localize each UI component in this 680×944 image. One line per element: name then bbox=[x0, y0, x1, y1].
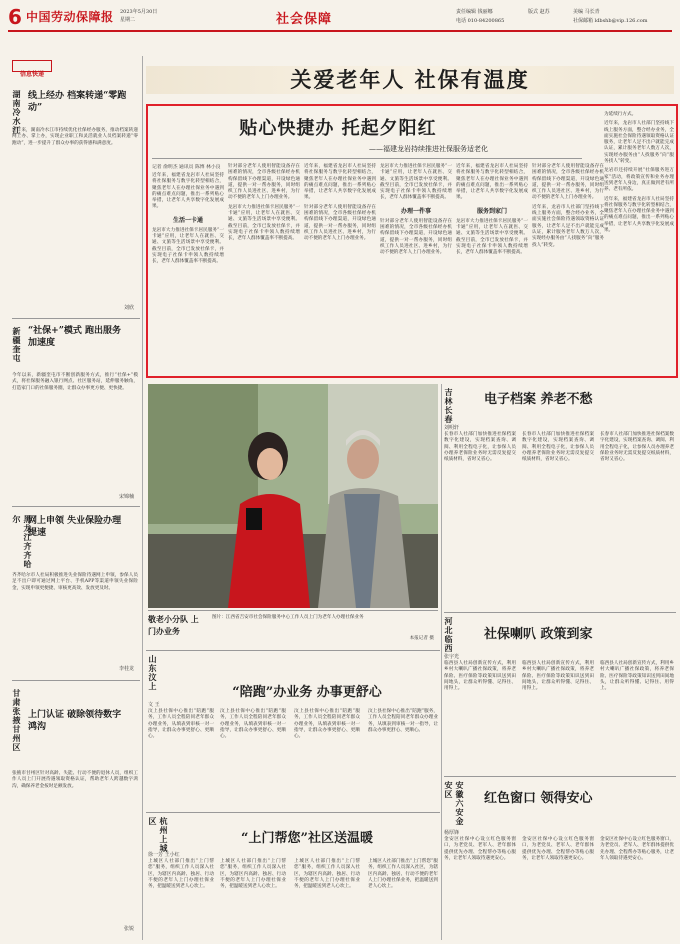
lead-subhead-3: 服务到家门 bbox=[476, 207, 507, 215]
lead-para-8: 针对部分老年人使用智能设备存在困难的情况，全市各级社保经办机构保留线下办理渠道，开设绿色通道，提供一对一帮办服务，同时组织工作人员进社区、进乡村，为行动不便的老年人上门办理业务。 bbox=[380, 218, 452, 256]
art-editor: 美编 马长青 bbox=[573, 9, 600, 15]
lead-para-6: 针对部分老年人使用智能设备存在困难的情况，全市各级社保经办机构保留线下办理渠道，开设绿色通道，提供一对一帮办服务，同时组织工作人员进社区、进乡村，为行动不便的老年人上门办理业务。 bbox=[304, 204, 376, 242]
lead-article bbox=[146, 104, 678, 378]
article-a7 bbox=[146, 650, 440, 808]
a9-body-1: 上城区人社部门推出“上门帮您”服务，组织工作人员深入社区，为辖区内高龄、独居、行动不便的老年人上门办理社保业务，把温暖送到老人心坎上。 bbox=[148, 859, 214, 890]
a6-body-3: 临西县人社局创新宣传方式，利用乡村大喇叭广播社保政策，将养老保险、医疗保险等政策知识送到田间地头，让群众听得懂、记得住、用得上。 bbox=[600, 661, 674, 692]
a4-byline: 张锐 bbox=[123, 926, 134, 932]
a3-byline: 李桂龙 bbox=[118, 666, 134, 672]
lead-subhead-2: 办理一件事 bbox=[400, 207, 431, 215]
a9-body-4: 上城区人社部门推出“上门帮您”服务，组织工作人员深入社区，为辖区内高龄、独居、行动不便的老年人上门办理社保业务，把温暖送到老人心坎上。 bbox=[368, 859, 438, 890]
a8-body-3: 金安区社保中心设立红色服务窗口，为老党员、老军人、老年群体提供优先办理、全程帮办等贴心服务，让老年人领取待遇更安心。 bbox=[600, 837, 674, 861]
lead-para-3: 针对部分老年人使用智能设备存在困难的情况，全市各级社保经办机构保留线下办理渠道，开设绿色通道，提供一对一帮办服务，同时组织工作人员进社区、进乡村，为行动不便的老年人上门办理业务。 bbox=[228, 164, 300, 201]
page-number: 6 bbox=[8, 5, 22, 29]
banner bbox=[146, 60, 674, 100]
a7-body-3: 汶上县社保中心推出“陪跑”服务，工作人员全程陪同老年群众办理业务，从填表到审核一对一指导，让群众办事更舒心、更顺心。 bbox=[294, 709, 360, 740]
a2-body: 今年以来，新疆奎屯市不断创新服务方式，推行“社保+”模式，将社保服务融入银行网点、社区服务站，延伸服务触角，打造家门口的社保服务圈，让群众办事更方便、更快捷。 bbox=[12, 373, 138, 391]
lead-para-4: 龙岩市大力推进社保卡居民服务“一卡通”应用，让老年人在就医、交通、文旅等生活场景中享受便利。截至目前，全市已发放社保卡，并实现电子社保卡申领人数持续增长，老年人群体覆盖率不断提高。 bbox=[228, 204, 300, 242]
a3-title: 网上申领 失业保险办理提速 bbox=[28, 516, 122, 538]
a8-body-2: 金安区社保中心设立红色服务窗口，为老党员、老军人、老年群体提供优先办理、全程帮办等贴心服务，让老年人领取待遇更安心。 bbox=[522, 837, 594, 861]
article-a1 bbox=[12, 76, 140, 316]
a2-title: “社保+”模式 跑出服务加速度 bbox=[28, 326, 122, 348]
lead-para-16: 近年来，福建省龙岩市人社局坚持将社保服务与数字化转型相结合，聚焦老年人在办理社保业务中遇到的痛点难点问题，推出一系列贴心举措，让老年人共享数字化发展成果。 bbox=[604, 196, 674, 234]
phone: 电话 010-84200865 bbox=[456, 18, 505, 24]
a5-body-3: 长春市人社部门加快推进社保档案数字化建设，实现档案查询、调阅、利用全程电子化，让参保人员办理养老保险业务时无需反复提交纸质材料，省时又省心。 bbox=[600, 432, 674, 463]
a2-location: 新疆奎屯 bbox=[12, 327, 22, 363]
edition-name: 社会保障 bbox=[276, 12, 333, 27]
a7-location: 山东汶上 bbox=[148, 655, 158, 691]
article-a9 bbox=[146, 812, 440, 940]
a9-location: 杭州上城区 bbox=[148, 817, 169, 853]
article-a6 bbox=[444, 612, 676, 772]
article-a4 bbox=[12, 680, 140, 938]
a1-location: 湖南冷水江 bbox=[12, 90, 22, 135]
lead-col-6 bbox=[532, 164, 604, 374]
lead-col-1 bbox=[152, 164, 224, 374]
masthead bbox=[8, 5, 672, 29]
article-a8 bbox=[444, 776, 676, 940]
lead-byline: 记者 俞明杰 通讯员 陈博 林小良 bbox=[152, 165, 221, 170]
info-box-label: 信息快递 bbox=[12, 60, 52, 72]
a6-body-1: 临西县人社局创新宣传方式，利用乡村大喇叭广播社保政策，将养老保险、医疗保险等政策知识送到田间地头，让群众听得懂、记得住、用得上。 bbox=[444, 661, 516, 692]
lead-subtitle: ——福建龙岩持续推进社保服务适老化 bbox=[369, 145, 488, 153]
a7-body-4: 汶上县社保中心推出“陪跑”服务，工作人员全程陪同老年群众办理业务，从填表到审核一对一指导，让群众办事更舒心、更顺心。 bbox=[368, 709, 438, 733]
a4-location: 甘肃张掖甘州区 bbox=[12, 689, 22, 752]
lead-title: 贴心快捷办 托起夕阳红 bbox=[239, 118, 437, 139]
column-divider-right bbox=[441, 384, 442, 940]
a7-body-2: 汶上县社保中心推出“陪跑”服务，工作人员全程陪同老年群众办理业务，从填表到审核一对一指导，让群众办事更舒心、更顺心。 bbox=[220, 709, 286, 740]
a7-body-1: 汶上县社保中心推出“陪跑”服务，工作人员全程陪同老年群众办理业务，从填表到审核一对一指导，让群众办事更舒心、更顺心。 bbox=[148, 709, 214, 740]
a9-title: “上门帮您”社区送温暖 bbox=[241, 831, 373, 846]
lead-para-10: 龙岩市大力推进社保卡居民服务“一卡通”应用，让老年人在就医、交通、文旅等生活场景中享受便利。截至目前，全市已发放社保卡，并实现电子社保卡申领人数持续增长，老年人群体覆盖率不断提高。 bbox=[456, 218, 528, 256]
a2-byline: 宋锦楠 bbox=[118, 494, 134, 500]
a9-body-3: 上城区人社部门推出“上门帮您”服务，组织工作人员深入社区，为辖区内高龄、独居、行动不便的老年人上门办理社保业务，把温暖送到老人心坎上。 bbox=[294, 859, 360, 890]
a5-body-2: 长春市人社部门加快推进社保档案数字化建设，实现档案查询、调阅、利用全程电子化，让参保人员办理养老保险业务时无需反复提交纸质材料，省时又省心。 bbox=[522, 432, 594, 463]
article-a3 bbox=[12, 506, 140, 676]
lead-para-7: 龙岩市大力推进社保卡居民服务“一卡通”应用，让老年人在就医、交通、文旅等生活场景中享受便利。截至目前，全市已发放社保卡，并实现电子社保卡申领人数持续增长，老年人群体覆盖率不断提高。 bbox=[380, 164, 452, 201]
a9-body-2: 上城区人社部门推出“上门帮您”服务，组织工作人员深入社区，为辖区内高龄、独居、行动不便的老年人上门办理社保业务，把温暖送到老人心坎上。 bbox=[220, 859, 286, 890]
a3-body: 齐齐哈尔市人社局积极推进失业保险待遇网上申领，参保人员足不出户即可通过网上平台、手机APP等渠道申领失业保险金，实现申领更便捷、审核更高效、发放更及时。 bbox=[12, 573, 138, 591]
photo bbox=[148, 384, 438, 608]
lead-para-15: 龙岩市还持续开展“社保服务进万家”活动，将政策宣传和业务办理送到老年人身边，真正做到老有所养、老有所依。 bbox=[604, 168, 674, 193]
photo-credit: 本报记者 摄 bbox=[409, 636, 434, 641]
article-a5 bbox=[444, 384, 676, 608]
a7-byline: 文 王 bbox=[148, 702, 160, 708]
photo-illustration bbox=[148, 384, 438, 608]
a4-body: 张掖市甘州区针对高龄、失能、行动不便的退休人员，组织工作人员上门开展待遇领取资格认证，帮助老年人跨越数字鸿沟，确保养老金按时足额发放。 bbox=[12, 771, 138, 789]
issue-date: 2023年5月30日 bbox=[120, 9, 158, 15]
lead-para-9: 近年来，福建省龙岩市人社局坚持将社保服务与数字化转型相结合，聚焦老年人在办理社保业务中遇到的痛点难点问题，推出一系列贴心举措，让老年人共享数字化发展成果。 bbox=[456, 164, 528, 201]
a8-title: 红色窗口 领得安心 bbox=[484, 791, 593, 806]
a6-body-2: 临西县人社局创新宣传方式，利用乡村大喇叭广播社保政策，将养老保险、医疗保险等政策知识送到田间地头，让群众听得懂、记得住、用得上。 bbox=[522, 661, 594, 692]
paper-name: 中国劳动保障报 bbox=[26, 10, 114, 24]
lead-col-3 bbox=[304, 164, 376, 374]
issue-weekday: 星期二 bbox=[120, 17, 136, 23]
a9-byline: 徐一芳 王小红 bbox=[148, 852, 180, 858]
lead-col-7 bbox=[604, 112, 674, 374]
masthead-rule bbox=[8, 30, 672, 32]
lead-para-13: 为延续行方式。 bbox=[604, 112, 637, 117]
a5-byline: 刘明轩 bbox=[444, 425, 460, 431]
a8-byline: 杨厚锋 bbox=[444, 830, 460, 836]
lead-para-14: 近年来，龙岩市人社部门坚持线下线上服务方面，整合经办业务，全面实施社会保险待遇领取资格认证服务，让老年人足不出户就能完成认证，累计服务老年人数万人次，实现经办服务由“人找服务”向“服务找人”转变。 bbox=[604, 121, 674, 165]
a1-body: 近年来，湖南冷水江市持续优化社保经办服务，推动档案转递网上办、掌上办，实现企业职工和灵活就业人员档案转递“零跑动”，进一步提升了群众办事的获得感和满意度。 bbox=[12, 128, 138, 146]
a5-location: 吉林长春 bbox=[444, 388, 454, 424]
a4-title: 上门认证 破除领待数字鸿沟 bbox=[28, 710, 122, 732]
a7-title: “陪跑”办业务 办事更舒心 bbox=[232, 685, 382, 700]
a6-byline: 张宇光 bbox=[444, 654, 460, 660]
lead-col-2 bbox=[228, 164, 300, 374]
email: 社保邮箱 ldbshb@vip.126.com bbox=[573, 18, 648, 24]
column-divider-left bbox=[142, 56, 143, 940]
a5-title: 电子档案 养老不愁 bbox=[484, 392, 593, 407]
photo-caption-block bbox=[148, 610, 438, 646]
a1-byline: 刘欣 bbox=[123, 305, 134, 311]
a8-body-1: 金安区社保中心设立红色服务窗口，为老党员、老军人、老年群体提供优先办理、全程帮办等贴心服务，让老年人领取待遇更安心。 bbox=[444, 837, 516, 861]
layout-editor: 版式 赵苏 bbox=[528, 9, 550, 15]
a5-body-1: 长春市人社部门加快推进社保档案数字化建设，实现档案查询、调阅、利用全程电子化，让参保人员办理养老保险业务时无需反复提交纸质材料，省时又省心。 bbox=[444, 432, 516, 463]
banner-title: 关爱老年人 社保有温度 bbox=[290, 68, 530, 92]
lead-col-5 bbox=[456, 164, 528, 374]
lead-col-4 bbox=[380, 164, 452, 374]
lead-para-5: 近年来，福建省龙岩市人社局坚持将社保服务与数字化转型相结合，聚焦老年人在办理社保业务中遇到的痛点难点问题，推出一系列贴心举措，让老年人共享数字化发展成果。 bbox=[304, 164, 376, 201]
photo-caption-text: 图片：江西省吉安市社会保险服务中心工作人员上门为老年人办理社保业务 bbox=[212, 615, 364, 620]
a8-location: 安徽六安金安区 bbox=[444, 781, 465, 826]
photo-caption-title: 敬老小分队 上门办业务 bbox=[148, 614, 199, 636]
lead-para-12: 近年来，龙岩市人社部门坚持线下线上服务方面，整合经办业务，全面实施社会保险待遇领取资格认证服务，让老年人足不出户就能完成认证，累计服务老年人数万人次，实现经办服务由“人找服务”向“服务找人”转变。 bbox=[532, 204, 604, 248]
lead-subhead-1: 生活一卡通 bbox=[172, 216, 203, 224]
lead-para-1: 近年来，福建省龙岩市人社局坚持将社保服务与数字化转型相结合，聚焦老年人在办理社保业务中遇到的痛点难点问题，推出一系列贴心举措，让老年人共享数字化发展成果。 bbox=[152, 173, 224, 210]
editor: 责任编辑 钱丽娜 bbox=[456, 9, 493, 15]
a6-location: 河北临西 bbox=[444, 617, 454, 653]
a1-title: 线上经办 档案转递“零跑动” bbox=[28, 91, 127, 113]
article-a2 bbox=[12, 318, 140, 504]
a6-title: 社保喇叭 政策到家 bbox=[484, 627, 593, 642]
lead-para-2: 龙岩市大力推进社保卡居民服务“一卡通”应用，让老年人在就医、交通、文旅等生活场景中享受便利。截至目前，全市已发放社保卡，并实现电子社保卡申领人数持续增长，老年人群体覆盖率不断提高。 bbox=[152, 227, 224, 265]
lead-divider bbox=[152, 158, 582, 159]
a3-location: 黑龙江齐齐哈尔 bbox=[12, 515, 33, 569]
lead-para-11: 针对部分老年人使用智能设备存在困难的情况，全市各级社保经办机构保留线下办理渠道，开设绿色通道，提供一对一帮办服务，同时组织工作人员进社区、进乡村，为行动不便的老年人上门办理业务。 bbox=[532, 164, 604, 201]
